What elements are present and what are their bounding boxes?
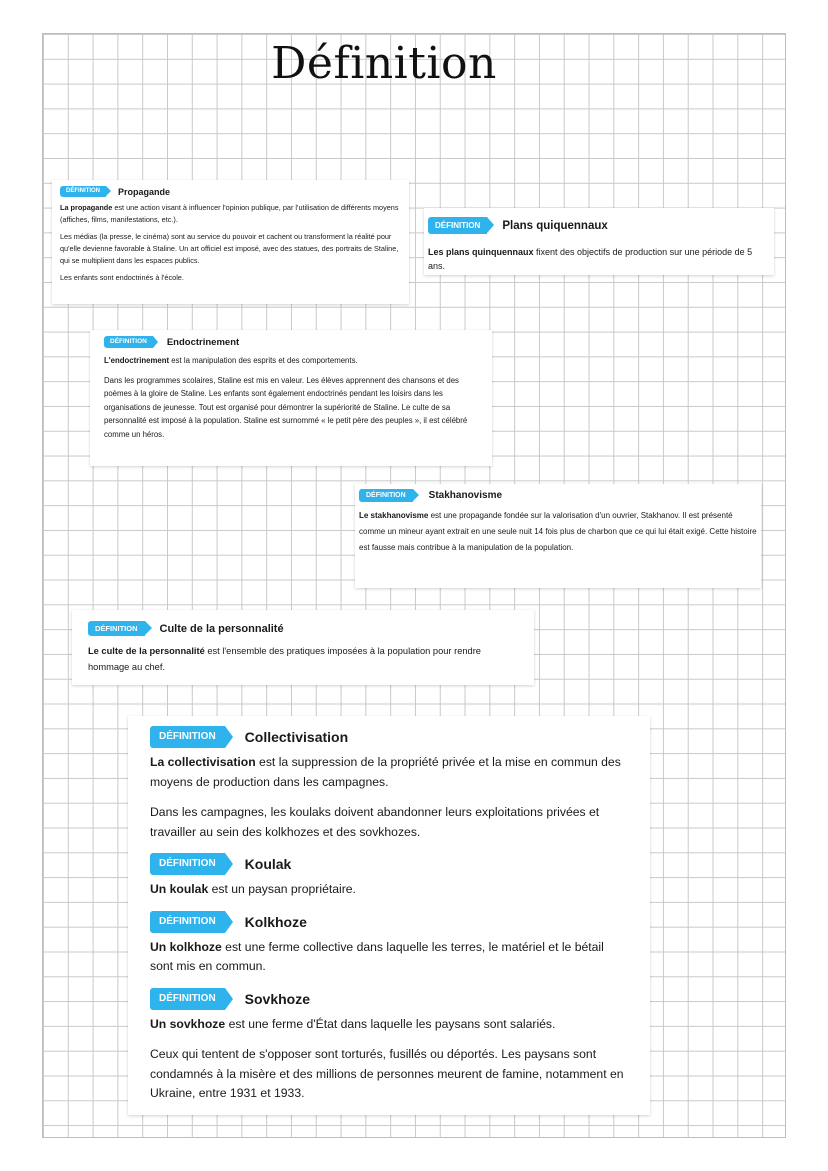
definition-badge: DÉFINITION bbox=[428, 217, 487, 234]
card-paragraph bbox=[150, 880, 628, 900]
card-term: Kolkhoze bbox=[244, 913, 307, 930]
definition-text: est la suppression de la propriété privée et la mise en commun des moyens de production dans les campagnes. bbox=[150, 755, 621, 789]
definition-text: est une ferme collective dans laquelle les terres, le matériel et le bétail sont mis en commun. bbox=[150, 939, 604, 973]
definition-badge: DÉFINITION bbox=[359, 489, 413, 502]
definition-card-propagande bbox=[52, 180, 409, 304]
card-paragraph bbox=[359, 508, 757, 556]
card-header bbox=[104, 336, 478, 348]
card-paragraph bbox=[150, 1015, 628, 1035]
card-paragraph: Les enfants sont endoctrinés à l'école. bbox=[60, 273, 184, 282]
card-term: Plans quiquennaux bbox=[502, 219, 608, 232]
card-term: Stakhanovisme bbox=[428, 490, 503, 501]
definition-text: est une ferme d'État dans laquelle les paysans sont salariés. bbox=[225, 1016, 556, 1031]
card-paragraph: Ceux qui tentent de s'opposer sont torturés, fusillés ou déportés. Les paysans sont condamnés à la misère et des millions de personnes meurent de famine, notamment en Ukraine, entre 1931 et 1933. bbox=[150, 1047, 624, 1100]
card-term: Endoctrinement bbox=[166, 336, 240, 348]
subheader-kolkhoze bbox=[150, 911, 628, 933]
definition-text: est la manipulation des esprits et des comportements. bbox=[169, 356, 358, 365]
card-term: Koulak bbox=[244, 856, 292, 872]
definition-text: est une action visant à influencer l'opinion publique, par l'utilisation de différents moyens (affiches, films, manifestations, etc.). bbox=[60, 203, 399, 224]
bold-term: L'endoctrinement bbox=[104, 356, 170, 365]
bold-term: Les plans quinquennaux bbox=[428, 247, 534, 257]
card-header bbox=[359, 489, 757, 502]
definition-badge: DÉFINITION bbox=[88, 621, 145, 636]
bold-term: Un koulak bbox=[150, 882, 209, 896]
definition-card-collectivisation bbox=[128, 716, 650, 1115]
bold-term: Le stakhanovisme bbox=[359, 511, 429, 520]
definition-text: est l'ensemble des pratiques imposées à la population pour rendre hommage au chef. bbox=[88, 646, 481, 672]
card-header bbox=[428, 217, 770, 234]
bold-term: Un kolkhoze bbox=[150, 939, 222, 954]
definition-card-culte-personnalite bbox=[72, 610, 534, 685]
card-header bbox=[88, 621, 518, 636]
definition-badge: DÉFINITION bbox=[150, 853, 225, 875]
card-term: Culte de la personnalité bbox=[159, 622, 284, 635]
card-paragraph: Dans les programmes scolaires, Staline est mis en valeur. Les élèves apprennent des chansons et des poèmes à la gloire de Staline. Les enfants sont également endoctrinés pendant les loisirs dans les organisations de jeunesse. Tout est organisé pour démontrer la supériorité de Staline. Le culte de sa personnalité est imposé à la population. Staline est surnommé « le petit père des peuples », il est célébré comme un héros. bbox=[104, 375, 468, 439]
definition-badge: DÉFINITION bbox=[150, 988, 225, 1010]
bold-term: La collectivisation bbox=[150, 755, 256, 769]
card-term: Propagande bbox=[118, 186, 171, 197]
card-paragraph: Les médias (la presse, le cinéma) sont au service du pouvoir et cachent ou transforment la réalité pour qu'elle devienne favorable à Staline. Un art officiel est imposé, avec des statues, des portraits de Staline, qui se multiplient dans les espaces publics. bbox=[60, 232, 399, 265]
card-header bbox=[60, 186, 401, 197]
card-paragraph bbox=[88, 643, 518, 675]
card-header bbox=[150, 726, 628, 748]
definition-badge: DÉFINITION bbox=[150, 726, 225, 748]
definition-text: fixent des objectifs de production sur une période de 5 ans. bbox=[428, 247, 753, 271]
subheader-koulak bbox=[150, 853, 628, 875]
definition-text: est un paysan propriétaire. bbox=[208, 882, 356, 896]
card-paragraph bbox=[150, 753, 628, 792]
bold-term: Un sovkhoze bbox=[150, 1016, 226, 1031]
bold-term: La propagande bbox=[60, 203, 113, 212]
card-paragraph bbox=[428, 245, 770, 273]
card-paragraph bbox=[60, 202, 401, 226]
definition-badge: DÉFINITION bbox=[104, 336, 153, 348]
definition-card-endoctrinement bbox=[90, 330, 492, 466]
definition-badge: DÉFINITION bbox=[150, 911, 225, 933]
bold-term: Le culte de la personnalité bbox=[88, 646, 205, 656]
definition-card-stakhanovisme bbox=[355, 484, 761, 588]
definition-text: est une propagande fondée sur la valorisation d'un ouvrier, Stakhanov. Il est présenté comme un mineur ayant extrait en une seule nuit 14 fois plus de charbon que ce qui lui était exigé. Cette histoire est fausse mais contribue à la manipulation de la population. bbox=[359, 511, 757, 552]
card-paragraph bbox=[150, 938, 628, 977]
page-title: Définition bbox=[271, 38, 497, 89]
subheader-sovkhoze bbox=[150, 988, 628, 1010]
definition-badge: DÉFINITION bbox=[60, 186, 106, 197]
definition-card-plans-quinquennaux bbox=[424, 208, 774, 275]
card-paragraph: Dans les campagnes, les koulaks doivent abandonner leurs exploitations privées et travailler au sein des kolkhozes et des sovkhozes. bbox=[150, 805, 600, 839]
card-term: Sovkhoze bbox=[244, 990, 311, 1007]
card-term: Collectivisation bbox=[244, 729, 349, 745]
card-paragraph bbox=[104, 354, 478, 368]
